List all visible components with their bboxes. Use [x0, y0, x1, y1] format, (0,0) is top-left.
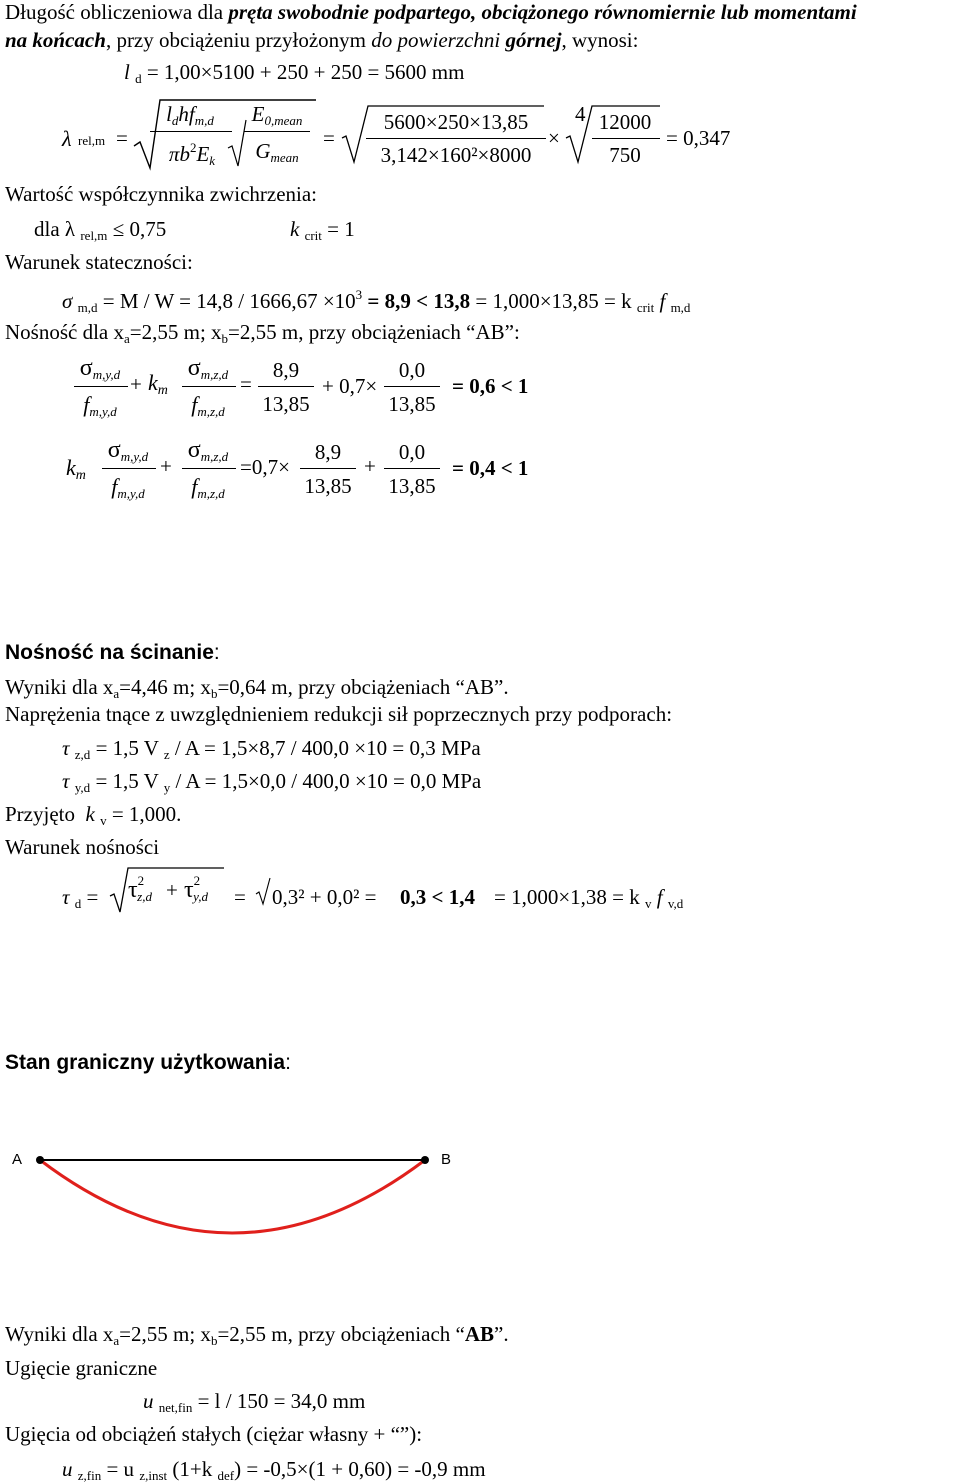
support-label-a: A: [12, 1151, 23, 1168]
beam-diagram: [0, 1140, 480, 1250]
lambda-sub: rel,m: [78, 133, 106, 148]
node-b: [421, 1156, 429, 1164]
fraction-1-numerator: $l_dhf_{m,d}$: [166, 102, 214, 128]
przyjeto-line: Przyjęto k $_v$ = 1,000.: [5, 802, 182, 828]
zwich-condition: dla λ $_{rel,m}$ ≤ 0,75: [34, 217, 167, 243]
intro-line-2: na końcach, przy obciążeniu przyłożonym do powierzchni górnej, wynosi:: [5, 28, 639, 52]
numeric-denominator-1: 3,142×160²×8000: [380, 143, 532, 167]
fraction-1-denominator: $\pi b^2E_k$: [168, 140, 216, 168]
sgu-heading: Stan graniczny użytkowania:: [5, 1051, 291, 1074]
intro-line-1: Długość obliczeniowa dla pręta swobodnie podpartego, obciążonego równomiernie lub momentami: [5, 0, 857, 24]
nosnosc-line: Nośność dla $x_a=2,55$ m; $x_b=2,55$ m, przy obciążeniach “AB”:: [5, 320, 520, 346]
numeric-numerator-1: 5600×250×13,85: [383, 110, 529, 134]
ugiecia-stale: Ugięcia od obciążeń stałych (ciężar własny + “”):: [5, 1422, 423, 1446]
shear-heading: Nośność na ścinanie:: [5, 641, 220, 664]
fraction-2-numerator: $E_{0,mean}$: [251, 102, 303, 128]
numeric-numerator-2: 12000: [598, 110, 652, 134]
warunek-line: Warunek nośności: [5, 835, 160, 859]
ld-equation: l $_d$ = 1,00×5100 + 250 + 250 = 5600 mm: [124, 60, 465, 86]
kcrit-value: k $_{crit}$ = 1: [290, 217, 355, 243]
stab-equation: σ $_{m,d} = M / W = 14,8 / 1666,67 \times 10^3 = 8,9 < 13,8 = 1,000\times 13,85 = k$ $_{crit}$ f $_{m,d}$: [62, 287, 691, 315]
stab-heading: Warunek stateczności:: [5, 250, 193, 274]
tau-y-equation: τ $_{y,d}$ = 1,5 V $_y$ / A = 1,5×0,0 / 400,0 ×10 = 0,0 MPa: [62, 769, 482, 795]
lambda-symbol: λ: [62, 126, 72, 151]
support-label-b: B: [441, 1151, 452, 1168]
lambda-result: = 0,347: [666, 126, 731, 150]
interaction-result-2: = 0,4 < 1: [452, 456, 529, 480]
fraction-2-denominator: $G_{mean}$: [255, 139, 299, 165]
root-index: 4: [575, 102, 586, 126]
sgu-results-line: Wyniki dla $x_a=2,55$ m; $x_b=2,55$ m, przy obciążeniach “AB”.: [5, 1322, 509, 1348]
u-net-fin-equation: u $_{net,fin}$ = l / 150 = 34,0 mm: [143, 1389, 366, 1415]
ugiecie-graniczne: Ugięcie graniczne: [5, 1356, 158, 1380]
shear-stress-line: Naprężenia tnące z uwzględnieniem redukcji sił poprzecznych przy podporach:: [5, 702, 673, 726]
shear-results-line: Wyniki dla $x_a=4,46$ m; $x_b=0,64$ m, przy obciążeniach “AB”.: [5, 675, 509, 701]
u-z-fin-equation: u $_{z,fin}$ = u $_{z,inst}$ (1+k $_{def}$) = -0,5×(1 + 0,60) = -0,9 mm: [62, 1457, 486, 1483]
tau-z-equation: τ $_{z,d}$ = 1,5 V $_z$ / A = 1,5×8,7 / 400,0 ×10 = 0,3 MPa: [62, 736, 481, 762]
node-a: [36, 1156, 44, 1164]
equals: =: [116, 126, 128, 150]
deflection-curve: [40, 1160, 425, 1233]
interaction-result-1: = 0,6 < 1: [452, 374, 529, 398]
zwich-heading: Wartość współczynnika zwichrzenia:: [5, 182, 318, 206]
numeric-denominator-2: 750: [609, 143, 641, 167]
